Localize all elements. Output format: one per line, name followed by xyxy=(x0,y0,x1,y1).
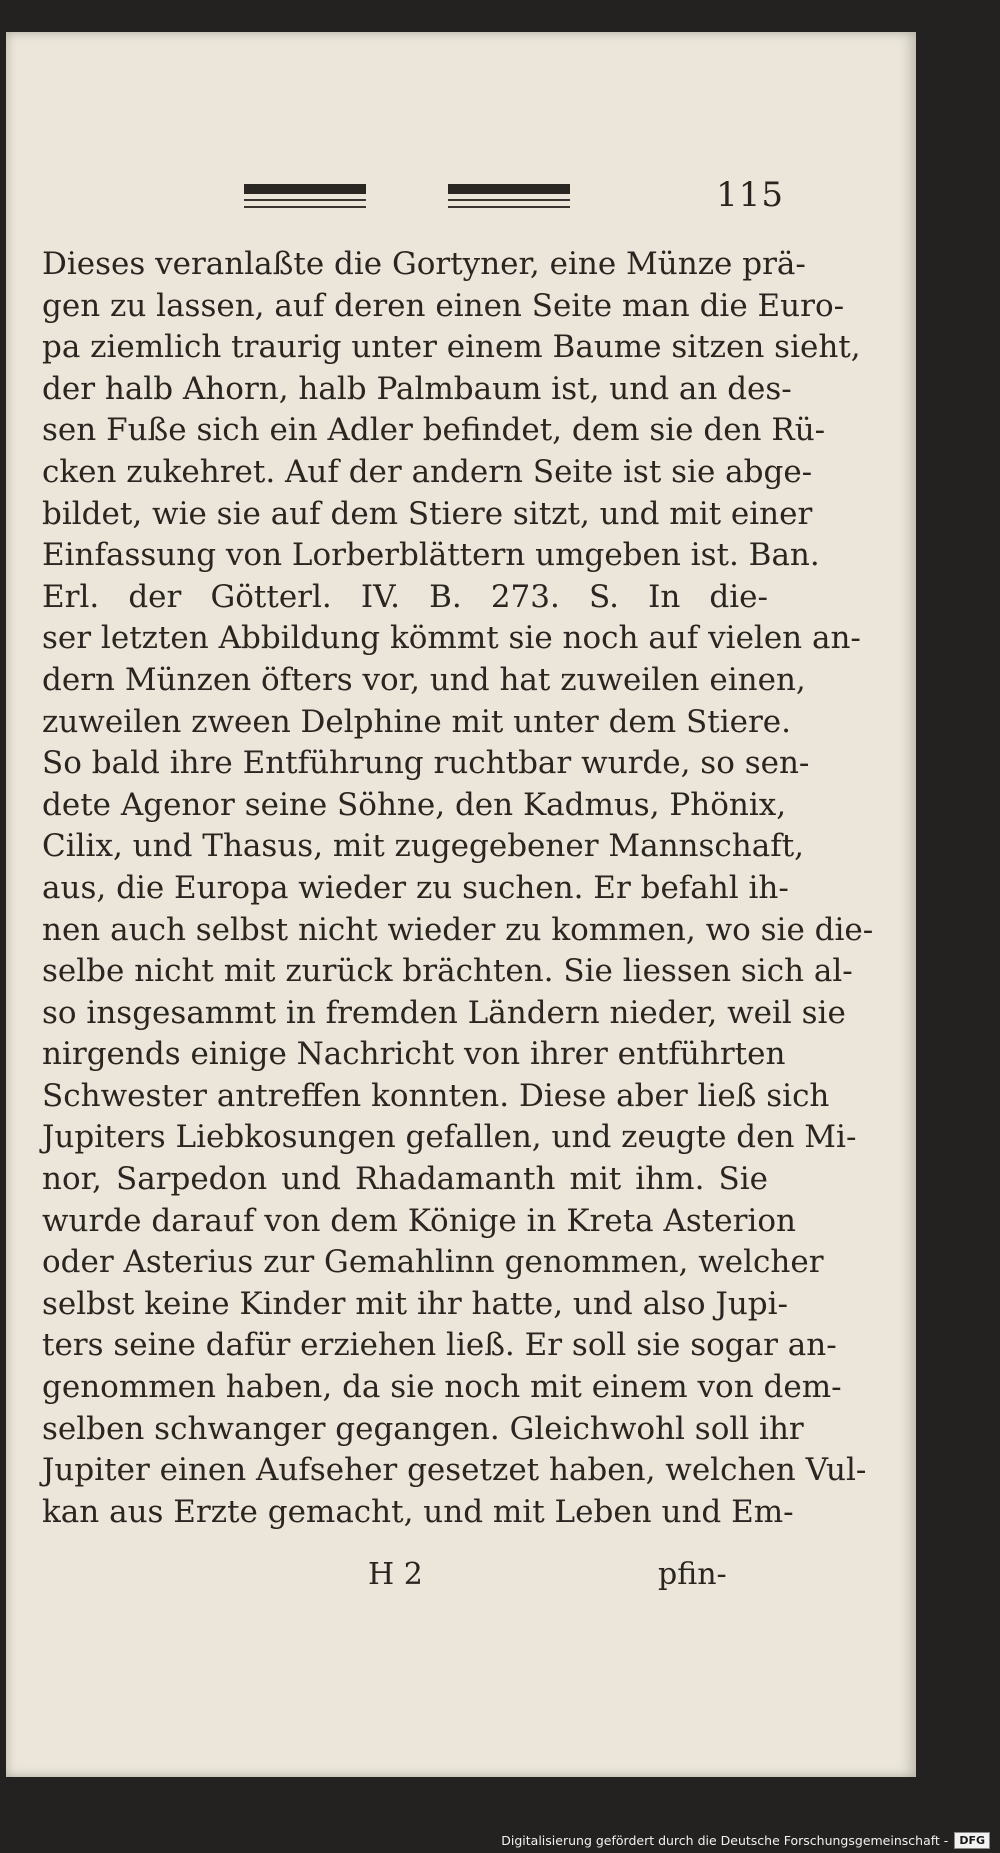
text-line: gen zu lassen, auf deren einen Seite man die Euro- xyxy=(42,287,845,324)
page-number: 115 xyxy=(716,175,784,215)
text-line: Erl. der Götterl. IV. B. 273. S. In die- xyxy=(42,578,768,615)
text-line: nirgends einige Nachricht von ihrer entführten xyxy=(42,1036,786,1073)
text-line: dern Münzen öfters vor, und hat zuweilen einen, xyxy=(42,661,806,698)
text-line: bildet, wie sie auf dem Stiere sitzt, und mit einer xyxy=(42,495,813,532)
text-line: nen auch selbst nicht wieder zu kommen, wo sie die- xyxy=(42,911,874,948)
text-line: pa ziemlich traurig unter einem Baume sitzen sieht, xyxy=(42,329,861,366)
text-line: der halb Ahorn, halb Palmbaum ist, und an des- xyxy=(42,370,792,407)
text-line: ters seine dafür erziehen ließ. Er soll sie sogar an- xyxy=(42,1327,837,1364)
text-line: sen Fuße sich ein Adler befindet, dem sie den Rü- xyxy=(42,412,826,449)
text-line: Cilix, und Thasus, mit zugegebener Mannschaft, xyxy=(42,828,805,865)
text-line: so insgesammt in fremden Ländern nieder, weil sie xyxy=(42,994,846,1031)
text-line: selbst keine Kinder mit ihr hatte, und also Jupi- xyxy=(42,1285,789,1322)
book-page xyxy=(6,32,916,1777)
text-line: Einfassung von Lorberblättern umgeben ist. Ban. xyxy=(42,537,820,574)
text-line: Dieses veranlaßte die Gortyner, eine Münze prä- xyxy=(42,246,806,282)
dfg-logo: DFG xyxy=(954,1832,990,1849)
text-line: kan aus Erzte gemacht, und mit Leben und Em- xyxy=(42,1493,794,1530)
footer-credit: Digitalisierung gefördert durch die Deutsche Forschungsgemeinschaft - xyxy=(501,1832,949,1848)
text-line: selbe nicht mit zurück brächten. Sie liessen sich al- xyxy=(42,953,853,990)
text-line: Schwester antreffen konnten. Diese aber ließ sich xyxy=(42,1077,830,1114)
text-line: cken zukehret. Auf der andern Seite ist sie abge- xyxy=(42,453,813,490)
body-text xyxy=(42,244,874,1533)
signature-mark: H 2 xyxy=(368,1557,423,1592)
text-line: dete Agenor seine Söhne, den Kadmus, Phönix, xyxy=(42,786,787,823)
text-line: nor, Sarpedon und Rhadamanth mit ihm. Sie xyxy=(42,1161,768,1198)
header-ornament-left xyxy=(244,184,366,210)
text-line: ser letzten Abbildung kömmt sie noch auf vielen an- xyxy=(42,620,861,657)
digitization-footer xyxy=(501,1829,990,1851)
text-line: genommen haben, da sie noch mit einem von dem- xyxy=(42,1369,842,1406)
text-line: selben schwanger gegangen. Gleichwohl soll ihr xyxy=(42,1410,804,1447)
text-line: zuweilen zween Delphine mit unter dem Stiere. xyxy=(42,703,791,740)
text-line: aus, die Europa wieder zu suchen. Er befahl ih- xyxy=(42,869,789,906)
header-ornament-right xyxy=(448,184,570,210)
text-line: wurde darauf von dem Könige in Kreta Asterion xyxy=(42,1202,796,1239)
text-line: oder Asterius zur Gemahlinn genommen, welcher xyxy=(42,1244,824,1281)
text-line: Jupiter einen Aufseher gesetzet haben, welchen Vul- xyxy=(42,1452,867,1489)
text-line: Jupiters Liebkosungen gefallen, und zeugte den Mi- xyxy=(42,1119,857,1156)
catchword: pfin- xyxy=(658,1557,727,1592)
text-line: So bald ihre Entführung ruchtbar wurde, so sen- xyxy=(42,745,810,782)
